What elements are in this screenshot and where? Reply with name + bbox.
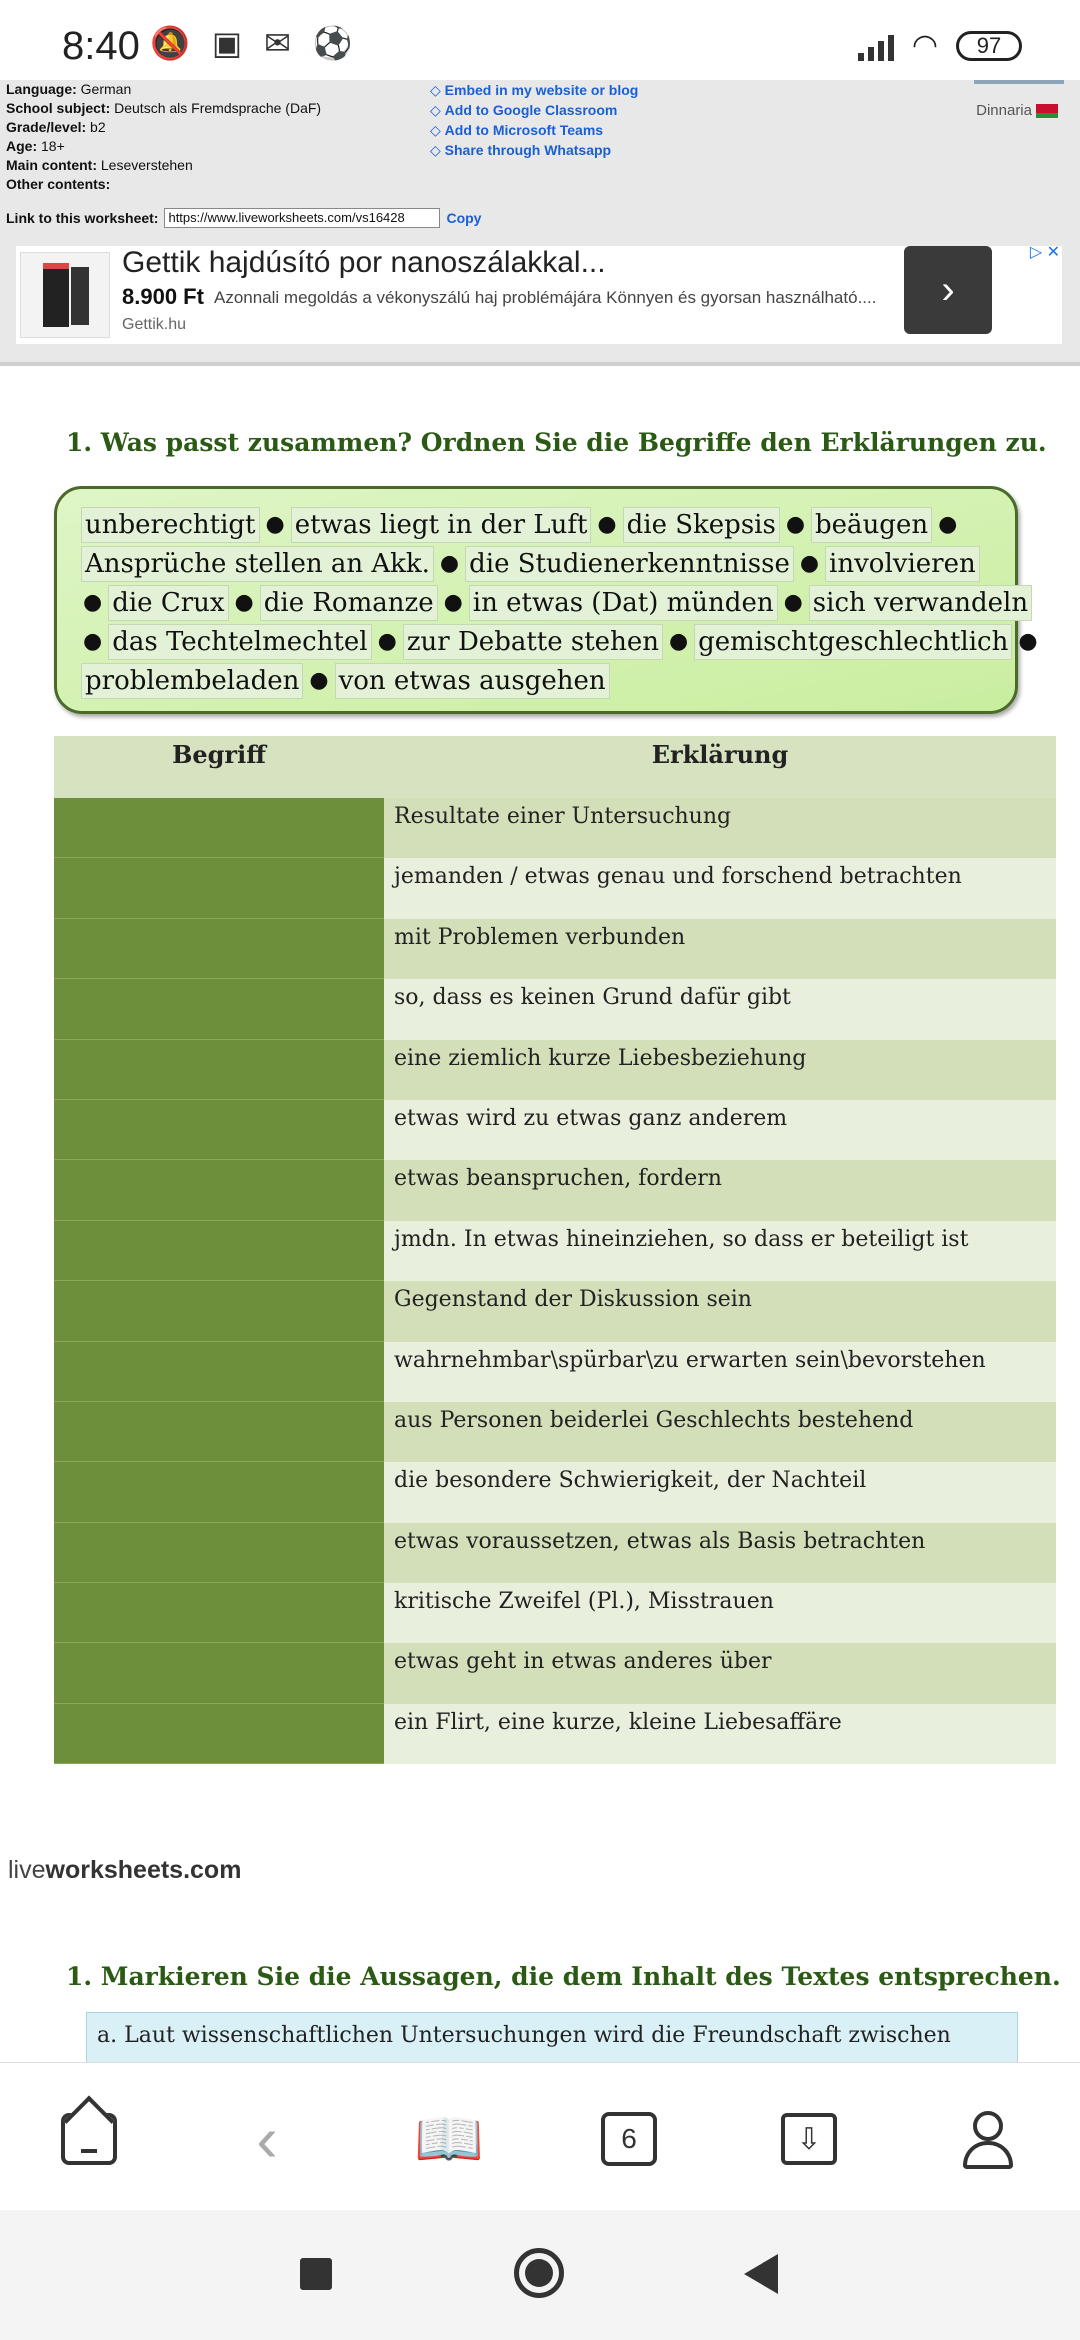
word-chip[interactable]: beäugen	[811, 507, 932, 543]
answer-drop-cell[interactable]	[54, 1342, 384, 1402]
word-chip[interactable]: die Studienerkenntnisse	[465, 546, 794, 582]
scroll-indicator	[974, 80, 1064, 84]
answer-drop-cell[interactable]	[54, 798, 384, 858]
language-value: German	[80, 81, 132, 97]
ad-open-button[interactable]	[904, 246, 992, 334]
team-icon: ▣	[211, 25, 243, 61]
embed-link[interactable]: ◇ Embed in my website or blog	[430, 80, 638, 100]
word-bank-line: ● das Techtelmechtel ● zur Debatte stehen ● gemischtgeschlechtlich ●	[79, 622, 999, 661]
explanation-cell: so, dass es keinen Grund dafür gibt	[384, 979, 1056, 1039]
table-row	[54, 1643, 1056, 1703]
copy-button[interactable]: Copy	[446, 210, 482, 226]
answer-drop-cell[interactable]	[54, 919, 384, 979]
word-chip[interactable]: etwas liegt in der Luft	[291, 507, 592, 543]
tabs-icon: 6	[601, 2112, 657, 2166]
grade-value: b2	[90, 119, 106, 135]
table-row	[54, 1462, 1056, 1522]
table-row	[54, 919, 1056, 979]
word-chip[interactable]: die Skepsis	[623, 507, 780, 543]
explanation-cell: etwas geht in etwas anderes über	[384, 1643, 1056, 1703]
explanation-cell: mit Problemen verbunden	[384, 919, 1056, 979]
worksheet-meta: Language: German School subject: Deutsch als Fremdsprache (DaF) Grade/level: b2 Age: 18+ Main content: Leseverstehen Other contents:	[6, 81, 322, 192]
tabs-button[interactable]	[594, 2107, 664, 2171]
explanation-cell: Resultate einer Untersuchung	[384, 798, 1056, 858]
word-bank-line: problembeladen ● von etwas ausgehen	[79, 661, 999, 700]
explanation-cell: wahrnehmbar\spürbar\zu erwarten sein\bevorstehen	[384, 1342, 1056, 1402]
answer-drop-cell[interactable]	[54, 1402, 384, 1462]
explanation-cell: ein Flirt, eine kurze, kleine Liebesaffäre	[384, 1704, 1056, 1764]
home-button[interactable]	[54, 2107, 124, 2171]
liveworksheets-logo: liveworksheets.com	[8, 1856, 242, 1884]
table-row	[54, 1704, 1056, 1764]
word-chip[interactable]: problembeladen	[81, 663, 303, 699]
user-icon	[961, 2111, 1017, 2167]
explanation-cell: kritische Zweifel (Pl.), Misstrauen	[384, 1583, 1056, 1643]
book-icon: 📖	[414, 2107, 484, 2170]
table-row	[54, 1221, 1056, 1281]
column-header-begriff: Begriff	[172, 740, 266, 769]
table-row	[54, 1583, 1056, 1643]
main-content-value: Leseverstehen	[100, 157, 193, 173]
gmail-icon: ✉	[264, 25, 291, 61]
matching-table	[54, 736, 1056, 1764]
answer-drop-cell[interactable]	[54, 1221, 384, 1281]
answer-drop-cell[interactable]	[54, 1100, 384, 1160]
notification-icons	[150, 24, 353, 62]
mute-icon: 🔕	[150, 25, 190, 61]
recent-apps-button[interactable]	[300, 2258, 332, 2290]
ad-description: Azonnali megoldás a vékonyszálú haj problémájára Könnyen és gyorsan használható....	[214, 288, 877, 307]
subject-value: Deutsch als Fremdsprache (DaF)	[114, 100, 322, 116]
status-right	[858, 28, 1022, 63]
word-chip[interactable]: zur Debatte stehen	[403, 624, 663, 660]
table-row	[54, 858, 1056, 918]
explanation-cell: eine ziemlich kurze Liebesbeziehung	[384, 1040, 1056, 1100]
chevron-right-icon: ›	[941, 267, 955, 312]
home-icon	[61, 2113, 117, 2165]
link-label: Link to this worksheet:	[6, 210, 159, 226]
adchoices-icon[interactable]: ▷ ✕	[1029, 244, 1060, 261]
answer-drop-cell[interactable]	[54, 858, 384, 918]
table-row	[54, 1040, 1056, 1100]
word-bank-line: unberechtigt ● etwas liegt in der Luft ● die Skepsis ● beäugen ●	[79, 505, 999, 544]
explanation-cell: etwas voraussetzen, etwas als Basis betrachten	[384, 1523, 1056, 1583]
explanation-cell: Gegenstand der Diskussion sein	[384, 1281, 1056, 1341]
word-chip[interactable]: von etwas ausgehen	[335, 663, 610, 699]
whatsapp-share-link[interactable]: ◇ Share through Whatsapp	[430, 140, 638, 160]
table-header	[54, 736, 1056, 798]
explanation-cell: etwas beanspruchen, fordern	[384, 1160, 1056, 1220]
answer-drop-cell[interactable]	[54, 1523, 384, 1583]
word-bank-line: ● die Crux ● die Romanze ● in etwas (Dat) münden ● sich verwandeln	[79, 583, 999, 622]
ad-title[interactable]: Gettik hajdúsító por nanoszálakkal...	[122, 246, 606, 279]
wifi-icon: ◠	[911, 29, 938, 62]
word-chip[interactable]: die Romanze	[260, 585, 438, 621]
word-chip[interactable]: involvieren	[825, 546, 980, 582]
explanation-cell: aus Personen beiderlei Geschlechts bestehend	[384, 1402, 1056, 1462]
word-chip[interactable]: Ansprüche stellen an Akk.	[81, 546, 434, 582]
football-icon: ⚽	[312, 25, 353, 61]
chevron-left-icon: ‹	[256, 2103, 278, 2175]
word-bank	[54, 486, 1038, 714]
flag-icon	[1036, 104, 1058, 118]
ad-domain: Gettik.hu	[122, 316, 187, 333]
profile-button[interactable]	[954, 2107, 1024, 2171]
statement-option-a[interactable]: a. Laut wissenschaftlichen Untersuchungen wird die Freundschaft zwischen	[86, 2012, 1018, 2062]
answer-drop-cell[interactable]	[54, 1704, 384, 1764]
divider	[0, 362, 1080, 366]
word-chip[interactable]: die Crux	[108, 585, 228, 621]
worksheet-link-row	[6, 208, 481, 228]
reading-mode-button[interactable]	[414, 2107, 484, 2171]
author[interactable]	[976, 102, 1058, 119]
answer-drop-cell[interactable]	[54, 1462, 384, 1522]
word-chip[interactable]: gemischtgeschlechtlich	[694, 624, 1012, 660]
explanation-cell: die besondere Schwierigkeit, der Nachteil	[384, 1462, 1056, 1522]
table-row	[54, 1160, 1056, 1220]
browser-bottom-bar	[0, 2062, 1080, 2210]
ad-product-image[interactable]	[20, 252, 110, 338]
system-back-button[interactable]	[744, 2254, 778, 2294]
table-row	[54, 1342, 1056, 1402]
word-chip[interactable]: sich verwandeln	[809, 585, 1032, 621]
system-home-button[interactable]	[514, 2248, 564, 2298]
microsoft-teams-link[interactable]: ◇ Add to Microsoft Teams	[430, 120, 638, 140]
exercise-heading-2: 1. Markieren Sie die Aussagen, die dem Inhalt des Textes entsprechen.	[66, 1962, 1061, 1991]
battery-indicator: 97	[956, 31, 1022, 61]
answer-drop-cell[interactable]	[54, 1643, 384, 1703]
status-bar	[0, 0, 1080, 80]
table-row	[54, 1402, 1056, 1462]
answer-drop-cell[interactable]	[54, 1583, 384, 1643]
author-name[interactable]: Dinnaria	[976, 102, 1032, 119]
back-button[interactable]	[232, 2103, 302, 2175]
table-row	[54, 979, 1056, 1039]
table-row	[54, 1523, 1056, 1583]
word-chip[interactable]: unberechtigt	[81, 507, 260, 543]
table-row	[54, 798, 1056, 858]
status-time: 8:40	[62, 24, 140, 68]
explanation-cell: etwas wird zu etwas ganz anderem	[384, 1100, 1056, 1160]
ad-price: 8.900 Ft	[122, 284, 204, 309]
table-row	[54, 1281, 1056, 1341]
share-links	[430, 80, 638, 160]
age-value: 18+	[41, 138, 65, 154]
advertisement[interactable]	[16, 246, 1062, 344]
download-icon: ⇩	[781, 2113, 837, 2165]
word-chip[interactable]: das Techtelmechtel	[108, 624, 371, 660]
word-bank-line: Ansprüche stellen an Akk. ● die Studienerkenntnisse ● involvieren	[79, 544, 999, 583]
answer-drop-cell[interactable]	[54, 1281, 384, 1341]
signal-icon	[858, 31, 894, 61]
downloads-button[interactable]	[774, 2107, 844, 2171]
table-row	[54, 1100, 1056, 1160]
system-navigation	[0, 2210, 1080, 2340]
answer-drop-cell[interactable]	[54, 1160, 384, 1220]
explanation-cell: jemanden / etwas genau und forschend betrachten	[384, 858, 1056, 918]
google-classroom-link[interactable]: ◇ Add to Google Classroom	[430, 100, 638, 120]
explanation-cell: jmdn. In etwas hineinziehen, so dass er beteiligt ist	[384, 1221, 1056, 1281]
answer-drop-cell[interactable]	[54, 979, 384, 1039]
answer-drop-cell[interactable]	[54, 1040, 384, 1100]
word-chip[interactable]: in etwas (Dat) münden	[469, 585, 778, 621]
exercise-heading: 1. Was passt zusammen? Ordnen Sie die Begriffe den Erklärungen zu.	[66, 428, 1047, 457]
worksheet-link-field[interactable]: https://www.liveworksheets.com/vs16428	[164, 208, 440, 228]
column-header-erklaerung: Erklärung	[651, 740, 789, 769]
